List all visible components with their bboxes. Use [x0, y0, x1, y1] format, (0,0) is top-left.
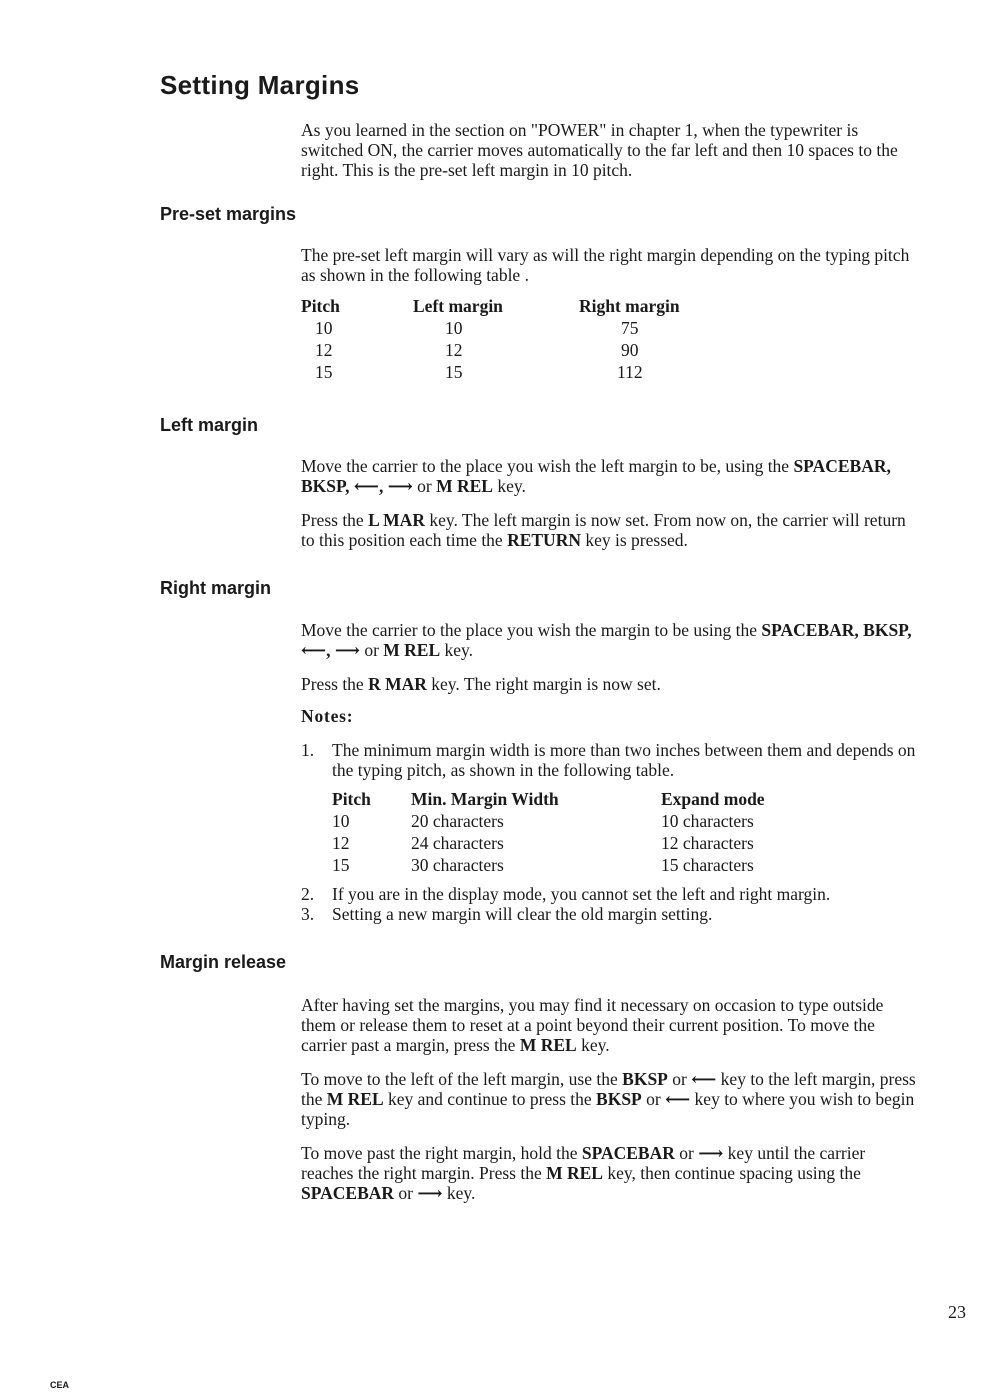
table-row: [332, 832, 765, 854]
table-row: [301, 361, 680, 383]
left-margin-paragraph-1: Move the carrier to the place you wish the left margin to be, using the SPACEBAR, BKSP, ⟵, ⟶ or M REL key.: [301, 456, 891, 496]
table-header: Left margin: [413, 296, 503, 316]
table-cell: 10: [332, 811, 350, 831]
table-cell: 15: [445, 362, 463, 382]
right-margin-heading: Right margin: [160, 578, 271, 598]
table-cell: 20 characters: [411, 811, 504, 831]
table-header-row: [332, 788, 765, 810]
preset-heading: Pre-set margins: [160, 204, 297, 224]
table-cell: 30 characters: [411, 855, 504, 875]
preset-table: [301, 295, 680, 383]
table-header: Min. Margin Width: [411, 789, 559, 809]
footer-code: CEA: [50, 1380, 70, 1390]
table-cell: 10: [445, 318, 463, 338]
min-margin-table: [332, 788, 765, 876]
table-header: Pitch: [332, 789, 371, 809]
right-margin-paragraph-2: Press the R MAR key. The right margin is now set.: [301, 674, 661, 694]
left-margin-section: [301, 456, 921, 564]
table-header-row: [301, 295, 680, 317]
page-number: 23: [948, 1302, 966, 1322]
left-margin-paragraph-2: Press the L MAR key. The left margin is now set. From now on, the carrier will return to this position each time the RETURN key is pressed.: [301, 510, 906, 550]
left-margin-heading: Left margin: [160, 415, 259, 435]
note-item: 3. Setting a new margin will clear the old margin setting.: [301, 904, 713, 924]
note-item: 1. The minimum margin width is more than two inches between them and depends on the typing pitch, as shown in the following table.: [301, 740, 916, 780]
table-cell: 12: [332, 833, 350, 853]
table-header: Right margin: [579, 296, 680, 316]
table-header: Expand mode: [661, 789, 765, 809]
table-cell: 12: [315, 340, 333, 360]
table-row: [301, 317, 680, 339]
table-row: [332, 854, 765, 876]
margin-release-paragraph-3: To move past the right margin, hold the SPACEBAR or ⟶ key until the carrier reaches the right margin. Press the M REL key, then continue spacing using the SPACEBAR or ⟶ key.: [301, 1143, 866, 1203]
table-row: [301, 339, 680, 361]
right-margin-paragraph-1: Move the carrier to the place you wish the margin to be using the SPACEBAR, BKSP, ⟵, ⟶ or M REL key.: [301, 620, 912, 660]
margin-release-section: [301, 995, 921, 1203]
intro-section: [301, 120, 921, 194]
table-row: [332, 810, 765, 832]
table-header: Pitch: [301, 296, 340, 316]
right-margin-section: [301, 620, 921, 924]
preset-paragraph: The pre-set left margin will vary as will the right margin depending on the typing pitch as shown in the following table .: [301, 245, 910, 285]
notes-heading: Notes:: [301, 706, 354, 726]
preset-section: [301, 245, 921, 383]
table-cell: 10 characters: [661, 811, 754, 831]
table-cell: 15: [315, 362, 333, 382]
intro-paragraph: As you learned in the section on "POWER" in chapter 1, when the typewriter is switched ON, the carrier moves automatically to the far left and then 10 spaces to the right. This is the pre-set left margin in 10 pitch.: [301, 120, 898, 180]
note-item: 2. If you are in the display mode, you cannot set the left and right margin.: [301, 884, 831, 904]
margin-release-paragraph-1: After having set the margins, you may find it necessary on occasion to type outside them or release them to reset at a point beyond their current position. To move the carrier past a margin, press the M REL key.: [301, 995, 884, 1055]
table-cell: 10: [315, 318, 333, 338]
margin-release-heading: Margin release: [160, 952, 287, 972]
table-cell: 24 characters: [411, 833, 504, 853]
page-title: Setting Margins: [160, 70, 360, 100]
table-cell: 12 characters: [661, 833, 754, 853]
table-cell: 112: [617, 362, 643, 382]
table-cell: 15: [332, 855, 350, 875]
margin-release-paragraph-2: To move to the left of the left margin, use the BKSP or ⟵ key to the left margin, press the M REL key and continue to press the BKSP or ⟵ key to where you wish to begin typing.: [301, 1069, 916, 1129]
table-cell: 90: [621, 340, 639, 360]
table-cell: 75: [621, 318, 639, 338]
table-cell: 12: [445, 340, 463, 360]
table-cell: 15 characters: [661, 855, 754, 875]
